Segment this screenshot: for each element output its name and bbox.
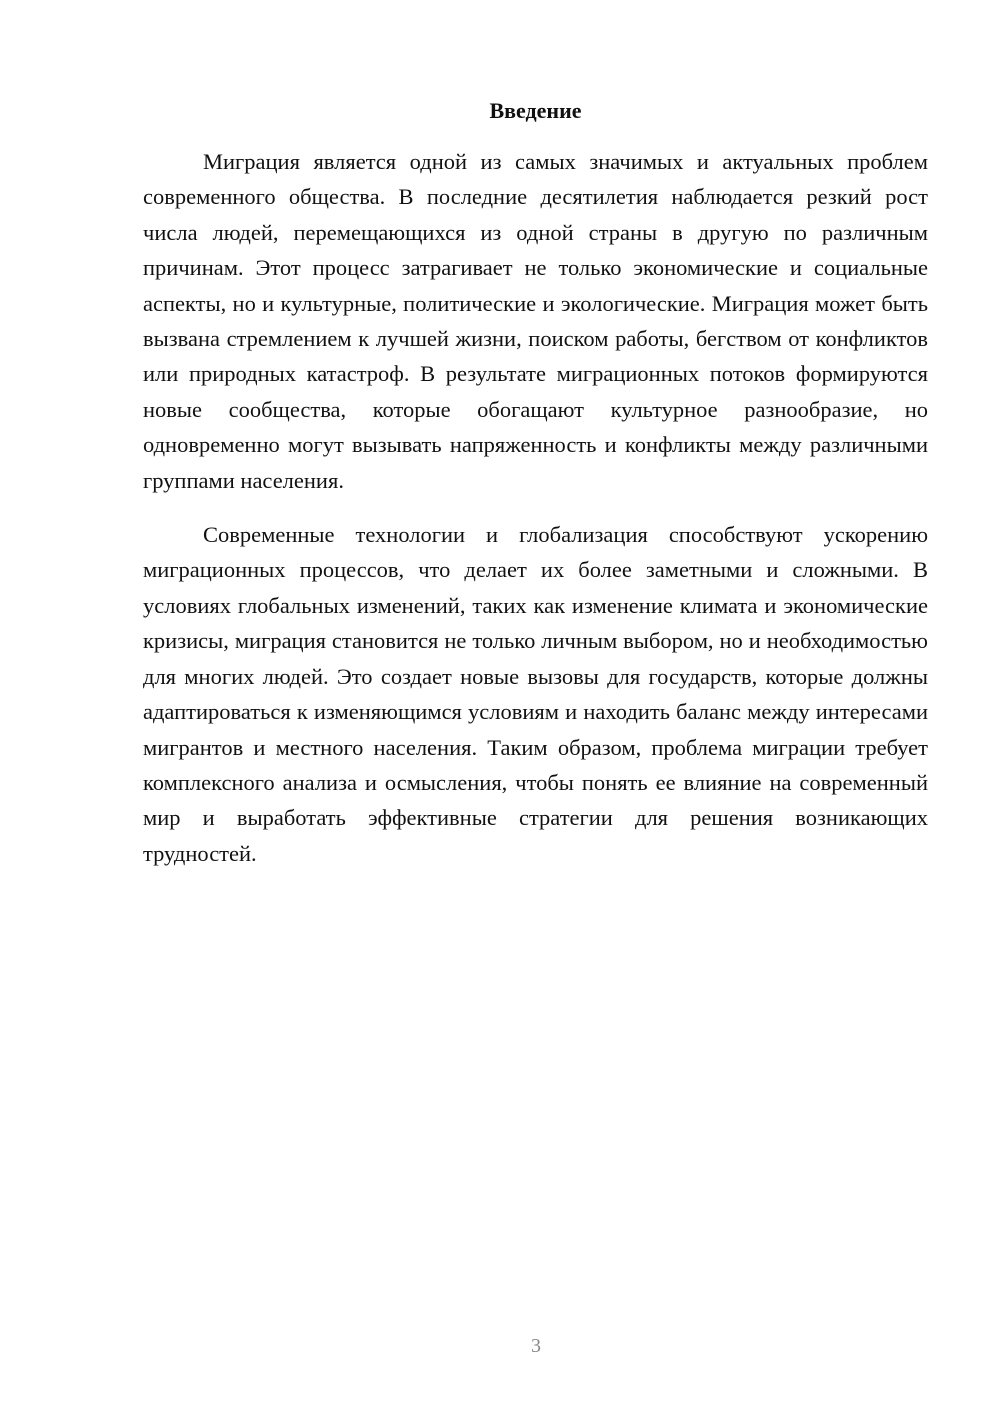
paragraph-1: Миграция является одной из самых значимых и актуальных проблем современного общества. В последние десятилетия наблюдается резкий рост числа людей, перемещающихся из одной страны в другую по различным причинам. Этот процесс затрагивает не только экономические и социальные аспекты, но и культурные, политические и экологические. Миграция может быть вызвана стремлением к лучшей жизни, поиском работы, бегством от конфликтов или природных катастроф. В результате миграционных потоков формируются новые сообщества, которые обогащают культурное разнообразие, но одновременно могут вызывать напряженность и конфликты между различными группами населения. <box>143 149 928 493</box>
page-number: 3 <box>531 1335 541 1357</box>
section-heading: Введение <box>489 98 582 123</box>
paragraph-2: Современные технологии и глобализация способствуют ускорению миграционных процессов, что делает их более заметными и сложными. В условиях глобальных изменений, таких как изменение климата и экономические кризисы, миграция становится не только личным выбором, но и необходимостью для многих людей. Это создает новые вызовы для государств, которые должны адаптироваться к изменяющимся условиям и находить баланс между интересами мигрантов и местного населения. Таким образом, проблема миграции требует комплексного анализа и осмысления, чтобы понять ее влияние на современный мир и выработать эффективные стратегии для решения возникающих трудностей. <box>143 522 928 866</box>
page-content <box>143 96 928 871</box>
